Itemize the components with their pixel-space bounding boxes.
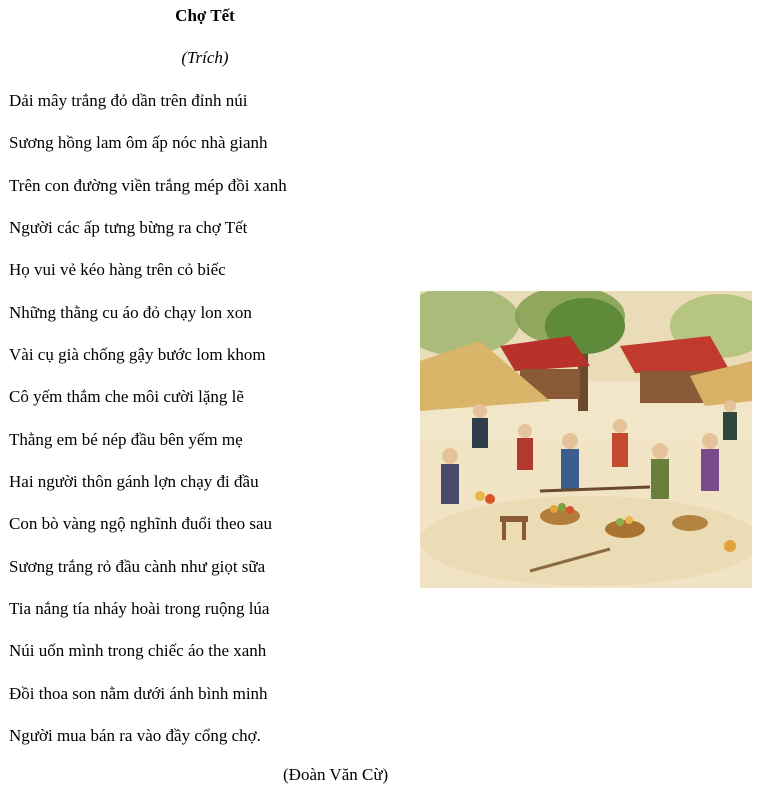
poem-subtitle: (Trích) [181,48,229,67]
market-illustration [420,291,752,588]
poem-line: Hai người thôn gánh lợn chạy đi đầu [9,472,259,492]
poem-title: Chợ Tết [175,6,235,25]
poem-line: Đồi thoa son nằm dưới ánh bình minh [9,683,268,703]
poem-line: Người các ấp tưng bừng ra chợ Tết [9,218,248,238]
poem-line: Con bò vàng ngộ nghĩnh đuổi theo sau [9,514,273,534]
poem-line: Cô yếm thắm che môi cười lặng lẽ [9,387,244,407]
poem-line: Trên con đường viền trắng mép đồi xanh [9,175,287,195]
poem-line: Thằng em bé nép đầu bên yếm mẹ [9,429,243,449]
poem-line: Những thằng cu áo đỏ chạy lon xon [9,302,252,322]
poem-line: Dải mây trắng đỏ dần trên đỉnh núi [9,91,248,110]
poem-line: Họ vui vẻ kéo hàng trên cỏ biếc [9,260,226,280]
poem-author: (Đoàn Văn Cừ) [283,765,389,784]
poem-line: Tia nắng tía nháy hoài trong ruộng lúa [9,599,270,619]
poem-line: Người mua bán ra vào đầy cổng chợ. [9,726,261,746]
poem-line: Vài cụ già chống gậy bước lom khom [9,345,266,365]
poem-line: Sương hồng lam ôm ấp nóc nhà gianh [9,133,268,153]
poem-line: Núi uốn mình trong chiếc áo the xanh [9,641,267,661]
poem-body [9,90,287,768]
poem-line: Sương trắng rỏ đầu cành như giọt sữa [9,556,266,576]
